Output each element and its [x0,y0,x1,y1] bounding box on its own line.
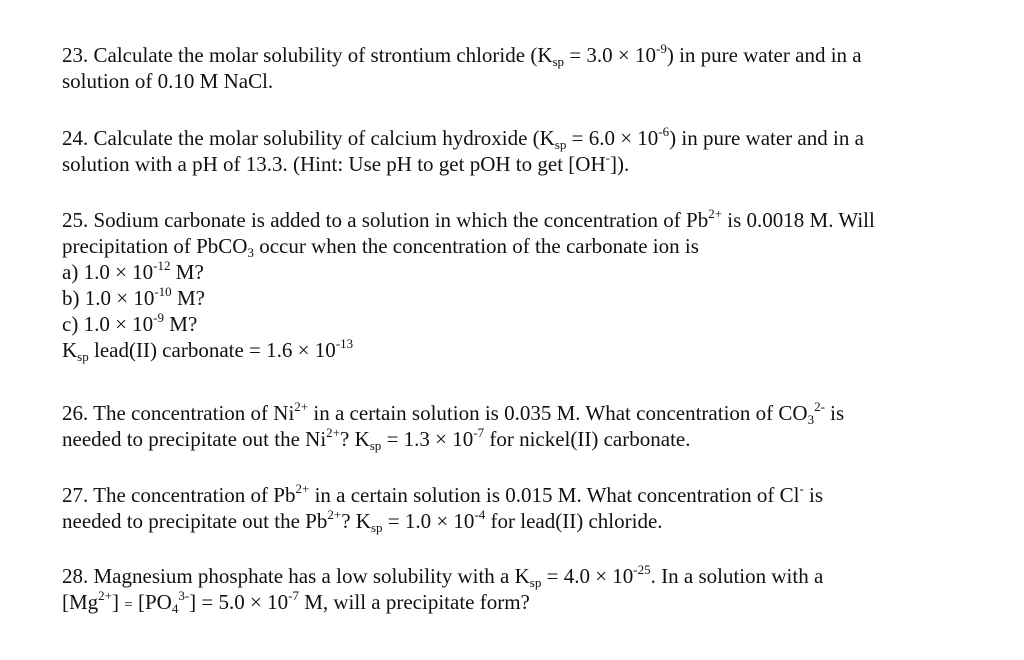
problem-28-line-1 [62,563,992,589]
problem-25-line-4 [62,285,992,311]
text-segment: occur when the concentration of the carbonate ion is [253,234,699,258]
text-segment: K [62,338,78,362]
text-segment: M? [170,260,204,284]
problem-25 [62,207,992,363]
problem-28-line-2 [62,589,992,618]
text-segment: = 1.3 × 10 [381,427,474,451]
problem-25-line-6 [62,337,992,363]
text-segment: 3 [807,412,815,427]
text-segment: sp [369,438,382,453]
problem-24-line-2 [62,151,992,177]
problem-27-line-1 [62,482,992,508]
text-segment: ]). [609,152,630,176]
text-segment: ? K [341,509,371,533]
text-segment: is [824,401,845,425]
text-segment: in a certain solution is 0.015 M. What concentration of Cl [309,483,800,507]
text-segment: precipitation of PbCO [62,234,248,258]
problem-23 [62,42,992,94]
text-segment: a) 1.0 × 10 [62,260,154,284]
text-segment: 25. Sodium carbonate is added to a solution in which the concentration of Pb [62,208,709,232]
text-segment: 2+ [708,206,723,221]
problem-25-line-1 [62,207,992,233]
text-segment: is 0.0018 M. Will [722,208,875,232]
text-segment: sp [554,137,567,152]
text-segment: M, will a precipitate form? [298,590,530,614]
text-segment: [Mg [62,590,99,614]
text-segment: = 1.0 × 10 [382,509,475,533]
text-segment: ? K [340,427,370,451]
text-segment: solution with a pH of 13.3. (Hint: Use pH to get pOH to get [OH [62,152,606,176]
problem-27 [62,482,992,534]
text-segment: b) 1.0 × 10 [62,286,155,310]
text-segment: 2- [814,399,825,414]
text-segment: ) in pure water and in a [666,43,862,67]
text-segment: 2+ [295,481,310,496]
text-segment: sp [552,54,565,69]
text-segment: -9 [656,41,667,56]
text-segment: 23. Calculate the molar solubility of strontium chloride (K [62,43,553,67]
text-segment: 2+ [294,399,309,414]
problem-23-line-2 [62,68,992,94]
problem-25-line-5 [62,311,992,337]
text-segment: 2+ [98,588,113,603]
problem-26-line-2 [62,426,992,452]
problem-28 [62,563,992,618]
text-segment: needed to precipitate out the Pb [62,509,328,533]
text-segment: c) 1.0 × 10 [62,312,154,336]
problem-24-line-1 [62,125,992,151]
text-segment: - [605,150,610,165]
text-segment: [PO [132,590,172,614]
text-segment: = 3.0 × 10 [564,43,656,67]
text-segment: sp [370,520,383,535]
text-segment: -4 [474,507,486,522]
text-segment: = 6.0 × 10 [566,126,659,150]
text-segment: = 4.0 × 10 [541,564,634,588]
text-segment: in a certain solution is 0.035 M. What concentration of CO [308,401,808,425]
text-segment: solution of 0.10 M NaCl. [62,69,274,93]
text-segment: -7 [473,425,485,440]
text-segment: = [124,597,133,613]
text-segment: 28. Magnesium phosphate has a low solubility with a K [62,564,530,588]
text-segment: -25 [633,562,651,577]
text-segment: -6 [658,124,670,139]
text-segment: 4 [171,601,179,616]
text-segment: ] = 5.0 × 10 [189,590,289,614]
text-segment: sp [77,349,89,364]
text-segment: -7 [288,588,299,603]
text-segment: 3 [247,245,254,260]
text-segment: lead(II) carbonate = 1.6 × 10 [88,338,336,362]
problem-25-line-2 [62,233,992,259]
problem-26-line-1 [62,400,992,426]
problem-27-line-2 [62,508,992,534]
problem-25-line-3 [62,259,992,285]
text-segment: for lead(II) chloride. [485,509,663,533]
text-segment: 24. Calculate the molar solubility of calcium hydroxide (K [62,126,555,150]
text-segment: M? [164,312,198,336]
problem-26 [62,400,992,452]
text-segment: 27. The concentration of Pb [62,483,296,507]
text-segment: -13 [335,336,354,351]
text-segment: - [799,481,804,496]
text-segment: is [803,483,824,507]
text-segment: 2+ [327,507,342,522]
problem-24 [62,125,992,177]
text-segment: ] [112,590,125,614]
text-segment: . In a solution with a [650,564,824,588]
text-segment: 2+ [326,425,340,440]
text-segment: 26. The concentration of Ni [62,401,295,425]
text-segment: -9 [153,310,165,325]
text-segment: for nickel(II) carbonate. [484,427,691,451]
text-segment: -12 [153,258,171,273]
text-segment: 3- [178,588,190,603]
text-segment: sp [529,575,542,590]
problem-23-line-1 [62,42,992,68]
text-segment: -10 [154,284,172,299]
text-segment: needed to precipitate out the Ni [62,427,327,451]
text-segment: M? [171,286,205,310]
text-segment: ) in pure water and in a [669,126,864,150]
